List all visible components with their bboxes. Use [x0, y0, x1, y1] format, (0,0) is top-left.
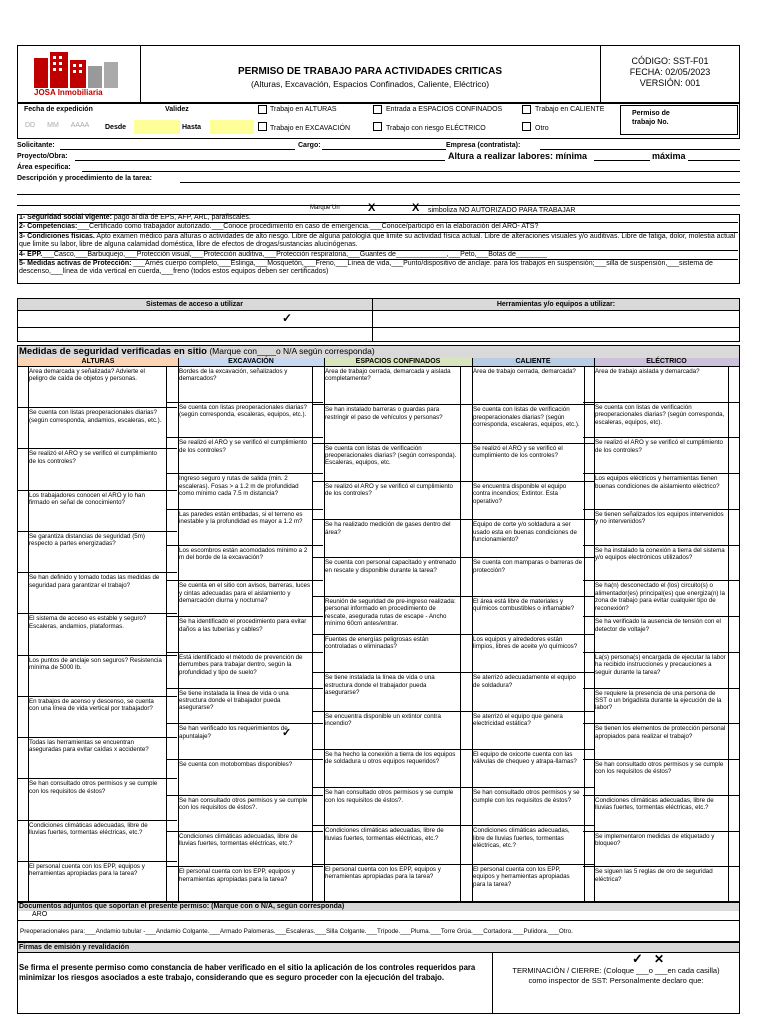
medida-caliente-4-check[interactable] — [584, 482, 594, 518]
medida-electrico-10-check[interactable] — [728, 689, 738, 723]
medida-caliente-12: Se han consultado otros permisos y se cumple con los requisitos de éstos? — [473, 789, 580, 804]
otro-label: Otro — [535, 125, 549, 132]
medida-excavacion-5: Las paredes están entibadas, si el terreno es inestable y la profundidad es mayor a 1.2 m? — [179, 510, 303, 526]
row-divider — [461, 596, 595, 597]
medida-confinados-11: Se ha hecho la conexión a tierra de los equipos de soldadura u otros equipos requeridos? — [325, 750, 456, 766]
row-divider — [167, 473, 323, 474]
medida-electrico-11: Se tienen los elementos de protección personal apropiados para realizar el trabajo? — [595, 725, 726, 740]
marker-note: Marque Un — [310, 205, 340, 211]
terminacion-label: TERMINACIÓN / CIERRE: (Coloque ___o ___en cada casilla) — [512, 966, 720, 975]
medida-caliente-10-check[interactable] — [584, 712, 594, 748]
medida-confinados-6-check[interactable] — [460, 558, 470, 594]
row-divider — [167, 616, 323, 617]
medida-electrico-4: Los equipos eléctricos y herramientas tienen buenas condiciones de aislamiento eléctrico? — [595, 475, 720, 490]
row-divider — [313, 672, 471, 673]
medida-alturas-11-check[interactable] — [166, 779, 176, 818]
medida-confinados-1: Área de trabajo cerrada, demarcada y aislada completamente? — [325, 368, 451, 383]
row-divider — [583, 545, 739, 546]
medida-confinados-9: Se tiene instalada la línea de vida o una estructura donde el trabajador pueda asegurarse? — [325, 674, 435, 697]
medida-electrico-13: Condiciones climáticas adecuadas, libre de lluvias fuertes, tormentas eléctricas, etc.? — [595, 796, 714, 812]
row-divider — [17, 490, 177, 491]
medida-electrico-8: Se ha verificado la ausencia de tensión con el detector de voltaje? — [595, 618, 721, 633]
row-divider — [313, 711, 471, 712]
electrico-checkbox[interactable] — [373, 122, 382, 131]
medida-electrico-5: Se tienen señalizados los equipos intervenidos y no intervenidos? — [595, 510, 724, 526]
medida-excavacion-15: El personal cuenta con los EPP, equipos y herramientas apropiadas para la tarea? — [179, 868, 295, 883]
doc-control — [600, 56, 740, 89]
medida-excavacion-15-check[interactable] — [312, 867, 322, 901]
req-4: 4- EPP.___Casco,___Barbuquejo,___Protección visual,___Protección auditiva,___Protección respiratoria,___Guantes de_____________,___Peto,___Botas de________ — [19, 251, 738, 260]
firmas-x: ✕ — [654, 952, 665, 966]
row-divider — [461, 519, 595, 520]
medida-excavacion-4-check[interactable] — [312, 474, 322, 508]
fecha-label: Fecha de expedición — [24, 106, 93, 113]
medida-electrico-7-check[interactable] — [728, 581, 738, 615]
row-divider — [17, 696, 177, 697]
cargo-label: Cargo: — [298, 142, 321, 149]
medida-alturas-11: Se han consultado otros permisos y se cumple con los requisitos de éstos? — [29, 780, 158, 795]
logo-text: JOSA Inmobiliaria — [34, 88, 103, 97]
medida-electrico-13-check[interactable] — [728, 796, 738, 830]
medida-excavacion-1: Bordes de la excavación, señalizados y demarcados? — [179, 368, 288, 383]
caliente-label: Trabajo en CALIENTE — [535, 106, 605, 113]
medida-caliente-7: El área está libre de materiales y químicos combustibles o inflamable? — [473, 597, 575, 613]
alturas-label: Trabajo en ALTURAS — [270, 106, 337, 113]
medida-excavacion-14: Condiciones climáticas adecuadas, libre de lluvias fuertes, tormentas eléctricas, etc.? — [179, 832, 298, 847]
alturas-checkbox[interactable] — [258, 105, 267, 114]
medida-confinados-11-check[interactable] — [460, 750, 470, 786]
medida-electrico-8-check[interactable] — [728, 617, 738, 651]
row-divider — [167, 688, 323, 689]
medida-electrico-7: Se ha(n) desconectado el (los) circuito(s) o alimentador(es) principal(es) que energiza(n) la zona de trabajo para evitar cualquier tipo de reconexión? — [595, 582, 725, 612]
inspector-label: como inspector de SST: Personalmente declaro que: — [528, 976, 704, 985]
medida-confinados-10: Se encuentra disponible un extintor contra incendio? — [325, 712, 441, 727]
medida-alturas-7-check[interactable] — [166, 614, 176, 653]
medida-confinados-3-check[interactable] — [460, 444, 470, 480]
row-divider — [583, 723, 739, 724]
doc-version: VERSIÓN: 001 — [639, 78, 701, 88]
medida-confinados-6: Se cuenta con personal capacitado y entrenado en rescate y disponible durante la tarea? — [325, 559, 457, 574]
medida-confinados-8: Fuentes de energías peligrosas están controladas o eliminadas? — [325, 636, 429, 651]
documentos-preop[interactable]: Preoperacionales para:___Andamio tubular -___Andamio Colgante.___Armado Palomeras.___Escaleras.___Silla Colgante.___Trípode.___Pluma.___Torre Grúa.___Cortadora.___Pulidora.___Otro. — [20, 928, 573, 935]
medida-electrico-6-check[interactable] — [728, 546, 738, 580]
medida-caliente-6: Se cuenta con mamparas o barreras de protección? — [473, 559, 583, 574]
row-divider — [167, 580, 323, 581]
medida-confinados-13: Condiciones climáticas adecuadas, libre de lluvias fuertes, tormentas eléctricas, etc.? — [325, 827, 444, 842]
caliente-checkbox[interactable] — [522, 105, 531, 114]
row-divider — [313, 481, 471, 482]
row-divider — [313, 519, 471, 520]
medida-confinados-7: Reunión de seguridad de pre-ingreso realizada: personal informado en procedimiento de rescate, asegurada rutas de escape - Ancho mínimo 60cm antes/entrar. — [325, 597, 456, 627]
medida-confinados-3: Se cuenta con listas de verificación preoperacionales diarias? (según corresponda). Escaleras, equipos, etc. — [325, 444, 457, 467]
fecha-expedicion-inputs[interactable] — [20, 122, 102, 134]
row-divider — [461, 404, 595, 405]
dd-field[interactable]: DD — [24, 122, 36, 129]
medida-electrico-2: Se cuenta con listas de verificación preoperacionales diarias? (según corresponda, escaleras, equipos, etc). — [595, 403, 725, 426]
medida-excavacion-6-check[interactable] — [312, 546, 322, 580]
medida-electrico-5-check[interactable] — [728, 510, 738, 544]
medida-electrico-14: Se implementaron medidas de etiquetado y bloqueo? — [595, 832, 715, 847]
medida-alturas-12: Condiciones climáticas adecuadas, libre de lluvias fuertes, tormentas eléctricas, etc.? — [29, 821, 148, 836]
medida-caliente-13: Condiciones climáticas adecuadas, libre de lluvias fuertes, tormentas eléctricas, etc.? — [473, 827, 570, 850]
medida-electrico-3-check[interactable] — [728, 438, 738, 472]
row-divider — [583, 580, 739, 581]
row-divider — [583, 437, 739, 438]
check-mark: ✓ — [282, 311, 293, 325]
medida-alturas-6-check[interactable] — [166, 573, 176, 612]
medida-confinados-14-check[interactable] — [460, 865, 470, 901]
col-alturas: ALTURAS — [81, 358, 115, 365]
proyecto-label: Proyecto/Obra: — [17, 153, 68, 160]
medida-excavacion-9: Está identificado el método de prevención de derrumbes para trabajar dentro, según la profundidad y tipo de suelo? — [179, 653, 303, 676]
row-divider — [17, 531, 177, 532]
medida-confinados-12: Se han consultado otros permisos y se cumple con los requisitos de éstos?. — [325, 789, 454, 804]
medida-alturas-4-check[interactable] — [166, 491, 176, 530]
row-divider — [17, 407, 177, 408]
medida-alturas-1-check[interactable] — [166, 367, 176, 406]
row-divider — [167, 545, 323, 546]
req-5: 5- Medidas activas de Protección: ___Arnés cuerpo completo,___Eslinga,___Mosquetón,___Freno,___Línea de vida,___Punto/dispositivo de anclaje. para los trabajos en suspensión;___silla de suspensión,___sistema de descenso,___línea de vida vertical en cuerda,___freno (todos estos equipos deben ser certificados) — [19, 260, 713, 276]
medida-electrico-3: Se realizó el ARO y se verificó el cumplimiento de los controles? — [595, 439, 723, 454]
form-subtitle: (Alturas, Excavación, Espacios Confinados, Caliente, Eléctrico) — [250, 79, 490, 89]
sistemas-acceso-field[interactable] — [18, 311, 371, 326]
row-divider — [461, 864, 595, 865]
medida-confinados-12-check[interactable] — [460, 788, 470, 824]
row-divider — [167, 759, 323, 760]
row-divider — [313, 634, 471, 635]
herramientas-header: Herramientas y/o equipos a utilizar: — [496, 301, 616, 308]
row-divider — [583, 759, 739, 760]
confinados-label: Entrada a ESPACIOS CONFINADOS — [386, 106, 503, 113]
col-electrico: ELÉCTRICO — [646, 358, 687, 365]
medida-alturas-7: El sistema de acceso es estable y seguro? Escaleras, andamios, plataformas. — [29, 615, 147, 630]
row-divider — [583, 795, 739, 796]
hasta-field[interactable] — [210, 120, 254, 134]
row-divider — [461, 711, 595, 712]
medida-caliente-6-check[interactable] — [584, 558, 594, 594]
medida-excavacion-8: Se ha identificado el procedimiento para evitar daños a las tuberías y cables? — [179, 618, 307, 633]
medida-caliente-11-check[interactable] — [584, 750, 594, 786]
medida-caliente-1-check[interactable] — [584, 367, 594, 403]
medida-excavacion-10: Se tiene instalada la línea de vida o una estructura donde el trabajador pueda asegurarse? — [179, 689, 289, 712]
empresa-label: Empresa (contratista): — [446, 142, 521, 149]
medida-caliente-7-check[interactable] — [584, 597, 594, 633]
medida-excavacion-7: Se cuenta en el sitio con avisos, barreras, luces y cintas adecuadas para el aislamiento y demarcación diurna y nocturna? — [179, 582, 311, 605]
medida-alturas-3-check[interactable] — [166, 449, 176, 488]
firmas-check: ✓ — [632, 951, 643, 966]
mm-field[interactable]: MM — [47, 122, 59, 129]
row-divider — [583, 866, 739, 867]
col-confinados: ESPACIOS CONFINADOS — [355, 358, 441, 365]
row-divider — [583, 473, 739, 474]
firmas-title: Firmas de emisión y revalidación — [19, 944, 130, 951]
medida-excavacion-13: Se han consultado otros permisos y se cumple con los requisitos de éstos?. — [179, 796, 308, 812]
desde-field[interactable] — [134, 120, 180, 134]
medida-caliente-3: Se realizó el ARO y se verificó el cumplimiento de los controles? — [473, 444, 563, 459]
row-divider — [583, 688, 739, 689]
medidas-title: Medidas de seguridad verificadas en sitio (Marque con____o N/A según corresponda) — [19, 346, 375, 357]
medida-alturas-5-check[interactable] — [166, 532, 176, 571]
row-divider — [167, 831, 323, 832]
medida-excavacion-10-check[interactable] — [312, 689, 322, 723]
row-divider — [167, 795, 323, 796]
medida-alturas-4: Los trabajadores conocen el ARO y lo han firmado en señal de conocimiento? — [29, 491, 145, 507]
medida-alturas-2-check[interactable] — [166, 408, 176, 447]
check-mark-excavacion: ✓ — [282, 727, 292, 739]
medida-electrico-2-check[interactable] — [728, 403, 738, 437]
medida-excavacion-2: Se cuenta con listas preoperacionales diarias? (según corresponda, escaleras, equipos, etc.). — [179, 403, 307, 419]
row-divider — [17, 655, 177, 656]
maxima-label: máxima — [652, 151, 686, 161]
row-divider — [17, 572, 177, 573]
medida-caliente-3-check[interactable] — [584, 444, 594, 480]
row-divider — [313, 557, 471, 558]
row-divider — [17, 448, 177, 449]
medida-alturas-9-check[interactable] — [166, 697, 176, 736]
row-divider — [313, 787, 471, 788]
x-mark-1: X — [368, 202, 376, 214]
medida-alturas-1: Área demarcada y señalizada? Advierte el peligro de caída de objetos y personas. — [29, 368, 145, 383]
medida-alturas-10: Todas las herramientas se encuentran aseguradas para evitar caídas x accidente? — [29, 739, 149, 754]
row-divider — [167, 723, 323, 724]
medida-excavacion-2-check[interactable] — [312, 403, 322, 437]
row-divider — [167, 509, 323, 510]
medida-caliente-5-check[interactable] — [584, 520, 594, 556]
marker-post: simboliza NO AUTORIZADO PARA TRABAJAR — [428, 207, 576, 214]
row-divider — [167, 437, 323, 438]
medida-caliente-14-check[interactable] — [584, 865, 594, 901]
electrico-label: Trabajo con riesgo ELÉCTRICO — [386, 125, 486, 132]
row-divider — [313, 749, 471, 750]
medida-electrico-1-check[interactable] — [728, 367, 738, 401]
hasta-label: Hasta — [182, 124, 202, 131]
solicitante-label: Solicitante: — [17, 142, 55, 149]
row-divider — [17, 820, 177, 821]
medida-electrico-12: Se han consultado otros permisos y se cumple con los requisitos de éstos? — [595, 761, 724, 776]
medida-excavacion-11-check[interactable] — [312, 724, 322, 758]
solicitante-line[interactable] — [60, 149, 295, 150]
company-logo — [24, 48, 136, 100]
medida-confinados-13-check[interactable] — [460, 826, 470, 862]
medida-excavacion-6: Los escombros están acomodados mínimo a 2 m del borde de la excavación? — [179, 546, 308, 562]
excavacion-checkbox[interactable] — [258, 122, 267, 131]
row-divider — [461, 749, 595, 750]
medida-electrico-14-check[interactable] — [728, 832, 738, 866]
req-3: 3- Condiciones físicas. Apto examen médico para alturas o actividades de alto riesgo. Libre de alguna patología que limite su actividad física actual. Libre de alteraciones visuales y/o auditivas. Libre de fatiga, dolor, molestia actual que limite su labor, libre de alguna calamidad doméstica, libre de efectos de drogas/sustancias alucinógenas. — [19, 233, 738, 251]
medida-alturas-8-check[interactable] — [166, 656, 176, 695]
medida-caliente-2: Se cuenta con listas de verificación preoperacionales diarias? (según corresponda, escaleras, equipos, etc.). — [473, 406, 580, 429]
row-divider — [583, 652, 739, 653]
medida-excavacion-11: Se han verificado los requerimientos de apuntalaje? — [179, 725, 288, 740]
medida-confinados-5: Se ha realizado medición de gases dentro del área? — [325, 521, 451, 536]
row-divider — [461, 672, 595, 673]
confinados-checkbox[interactable] — [373, 105, 382, 114]
col-caliente: CALIENTE — [515, 358, 551, 365]
row-divider — [17, 613, 177, 614]
firmas-text: Se firma el presente permiso como constancia de haber verificado en el sitio la aplicación de los controles requeridos para minimizar los riesgos asociados a este trabajo, considerando que es seguro proceder con la ejecución del trabajo. — [19, 963, 476, 982]
medida-confinados-8-check[interactable] — [460, 635, 470, 671]
medida-excavacion-5-check[interactable] — [312, 510, 322, 544]
medida-alturas-5: Se garantiza distancias de seguridad (5m) respecto a partes energizadas? — [29, 532, 145, 548]
req-2: 2- Competencias:___Certificado como trabajador autorizado.___Conoce procedimiento en caso de emergencia.___Conoce/participó en la elaboración del ARO- ATS? — [19, 223, 738, 232]
medida-caliente-14: El personal cuenta con los EPP, equipos y herramientas apropiadas para la tarea? — [473, 865, 570, 888]
row-divider — [461, 557, 595, 558]
row-divider — [461, 825, 595, 826]
medida-confinados-5-check[interactable] — [460, 520, 470, 556]
area-label: Área especifica: — [17, 164, 71, 171]
medida-excavacion-4: Ingreso seguro y rutas de salida (min. 2 escaleras). Fosas > a 1.2 m de profundidad como mínimo cada 7.5 m distancia? — [179, 475, 299, 497]
req-1: 1- Seguridad social vigente: pago al día de EPS, AFP, ARL, parafiscales. — [19, 214, 738, 223]
medida-alturas-9: En trabajos de acenso y descenso, se cuenta con una línea de vida vertical por trabajador? — [29, 697, 154, 713]
medida-confinados-9-check[interactable] — [460, 673, 470, 709]
medida-confinados-14: El personal cuenta con los EPP, equipos y herramientas apropiadas para la tarea? — [325, 865, 441, 881]
medida-confinados-2: Se han instalado barreras o guardas para restringir el paso de vehículos y personas? — [325, 406, 443, 421]
x-mark-2: X — [412, 202, 420, 214]
row-divider — [17, 861, 177, 862]
row-divider — [461, 481, 595, 482]
medida-caliente-8: Los equipos y alrededores están limpios, libres de aceite y/o químicos? — [473, 636, 578, 651]
medida-caliente-13-check[interactable] — [584, 826, 594, 862]
medida-excavacion-9-check[interactable] — [312, 653, 322, 687]
medida-excavacion-7-check[interactable] — [312, 581, 322, 615]
row-divider — [583, 402, 739, 403]
medida-alturas-13-check[interactable] — [166, 862, 176, 901]
row-divider — [461, 634, 595, 635]
medida-excavacion-14-check[interactable] — [312, 832, 322, 866]
medida-alturas-10-check[interactable] — [166, 738, 176, 777]
medida-electrico-15-check[interactable] — [728, 867, 738, 901]
medida-electrico-9: La(s) persona(s) encargada de ejecutar la labor ha recibido instrucciones y precauciones a seguir durante la tarea? — [595, 653, 726, 676]
row-divider — [313, 596, 471, 597]
medida-caliente-4: Se encuentra disponible el equipo contra incendios; Extintor. Esta operativo? — [473, 482, 567, 505]
col-excavacion: EXCAVACIÓN — [228, 358, 274, 365]
medida-alturas-13: El personal cuenta con los EPP, equipos y herramientas apropiadas para la tarea? — [29, 862, 145, 878]
row-divider — [167, 402, 323, 403]
documentos-title: Documentos adjuntos que soportan el presente permiso: (Marque con o N/A, según corresponda) — [19, 903, 345, 910]
medida-electrico-4-check[interactable] — [728, 474, 738, 508]
medida-caliente-11: El equipo de oxicorte cuenta con las válvulas de chequeo y atrapa-llamas? — [473, 750, 577, 766]
medida-caliente-1: Área de trabajo cerrada, demarcada? — [473, 368, 576, 375]
doc-date: FECHA: 02/05/2023 — [629, 67, 711, 77]
descripcion-label: Descripción y procedimiento de la tarea: — [17, 175, 152, 182]
medida-confinados-1-check[interactable] — [460, 367, 470, 403]
form-title: PERMISO DE TRABAJO PARA ACTIVIDADES CRITICAS — [237, 66, 503, 77]
medida-caliente-2-check[interactable] — [584, 405, 594, 441]
medida-excavacion-12: Se cuenta con motobombas disponibles? — [179, 761, 293, 769]
row-divider — [583, 831, 739, 832]
medida-excavacion-1-check[interactable] — [312, 367, 322, 401]
medida-alturas-3: Se realizó el ARO y se verificó el cumplimiento de los controles? — [29, 450, 157, 465]
medida-confinados-10-check[interactable] — [460, 712, 470, 748]
sistemas-acceso-header: Sistemas de acceso a utilizar — [146, 301, 243, 308]
row-divider — [461, 443, 595, 444]
excavacion-label: Trabajo en EXCAVACIÓN — [270, 125, 351, 132]
row-divider — [313, 864, 471, 865]
requisitos-list — [19, 214, 738, 277]
medida-caliente-12-check[interactable] — [584, 788, 594, 824]
medida-electrico-9-check[interactable] — [728, 653, 738, 687]
altura-label: Altura a realizar labores: mínima — [448, 151, 588, 161]
row-divider — [583, 509, 739, 510]
medida-electrico-11-check[interactable] — [728, 724, 738, 758]
row-divider — [17, 737, 177, 738]
herramientas-field[interactable] — [373, 311, 739, 326]
medida-alturas-12-check[interactable] — [166, 821, 176, 860]
medida-excavacion-3: Se realizó el ARO y se verificó el cumplimiento de los controles? — [179, 439, 307, 454]
medida-electrico-15: Se siguen las 5 reglas de oro de seguridad eléctrica? — [595, 868, 713, 883]
row-divider — [313, 443, 471, 444]
medida-alturas-2: Se cuenta con listas preoperacionales diarias? (según corresponda, andamios, escaleras, etc.). — [29, 409, 162, 424]
medida-alturas-6: Se han definido y tomado todas las medidas de seguridad para garantizar el trabajo? — [29, 574, 160, 589]
medida-electrico-10: Se requiere la presencia de una persona de SST o un brigadista durante la ejecución de la labor? — [595, 689, 722, 712]
medida-caliente-10: Se aterrizó el equipo que genera electricidad estática? — [473, 712, 563, 727]
medida-caliente-5: Equipo de corte y/o soldadura a ser usado esta en buenas condiciones de funcionamiento? — [473, 521, 577, 543]
medida-electrico-1: Área de trabajo aislada y demarcada? — [595, 368, 700, 375]
medida-caliente-8-check[interactable] — [584, 635, 594, 671]
row-divider — [313, 825, 471, 826]
medida-electrico-12-check[interactable] — [728, 760, 738, 794]
medida-caliente-9: Se aterrizó adecuadamente el equipo de soldadura? — [473, 674, 576, 689]
row-divider — [583, 616, 739, 617]
validez-label: Validez — [165, 106, 189, 113]
doc-code: CÓDIGO: SST-F01 — [631, 56, 709, 66]
row-divider — [167, 866, 323, 867]
medida-confinados-7-check[interactable] — [460, 597, 470, 633]
desde-label: Desde — [105, 124, 127, 131]
aaaa-field[interactable]: AAAA — [70, 122, 90, 129]
medida-confinados-4-check[interactable] — [460, 482, 470, 518]
medida-confinados-4: Se realizó el ARO y se verificó el cumplimiento de los controles? — [325, 482, 453, 498]
medida-caliente-9-check[interactable] — [584, 673, 594, 709]
documentos-aro[interactable]: ARO — [32, 911, 48, 918]
otro-checkbox[interactable] — [522, 122, 531, 131]
medida-excavacion-12-check[interactable] — [312, 760, 322, 794]
row-divider — [17, 778, 177, 779]
medida-electrico-6: Se ha instalado la conexión a tierra del sistema y/o equipos electrónicos utilizados? — [595, 546, 725, 562]
medida-alturas-8: Los puntos de anclaje son seguros? Resistencia mínima de 5000 lb. — [29, 656, 162, 672]
medida-confinados-2-check[interactable] — [460, 405, 470, 441]
row-divider — [313, 404, 471, 405]
permiso-no-label: Permiso de trabajo No. — [632, 110, 670, 126]
row-divider — [461, 787, 595, 788]
row-divider — [167, 652, 323, 653]
